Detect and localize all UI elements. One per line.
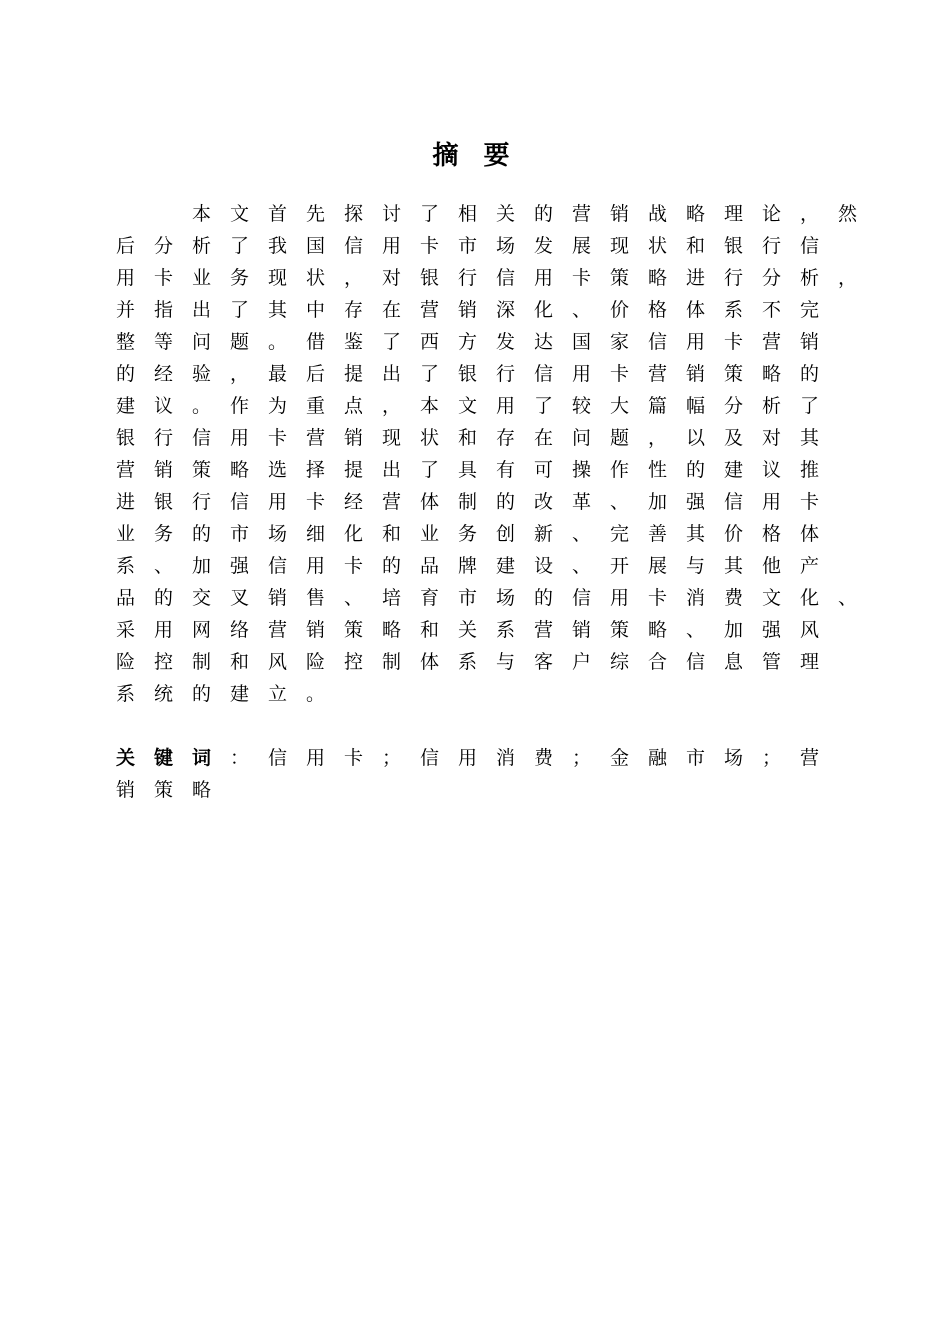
keywords-label: 关键词: [116, 747, 231, 769]
abstract-line: 进银行信用卡经营体制的改革、加强信用卡: [116, 491, 839, 513]
abstract-line: 用卡业务现状，对银行信用卡策略进行分析，: [116, 267, 877, 289]
abstract-line: 的经验，最后提出了银行信用卡营销策略的: [116, 363, 839, 385]
abstract-line: 品的交叉销售、培育市场的信用卡消费文化、: [116, 587, 877, 609]
keywords-section: [116, 742, 876, 806]
abstract-line: 建议。作为重点，本文用了较大篇幅分析了: [116, 395, 839, 417]
abstract-line: 并指出了其中存在营销深化、价格体系不完: [116, 299, 839, 321]
abstract-line: 银行信用卡营销现状和存在问题，以及对其: [116, 427, 839, 449]
keywords-line-1: [116, 742, 876, 774]
abstract-line: 营销策略选择提出了具有可操作性的建议推: [116, 459, 839, 481]
abstract-line: 整等问题。借鉴了西方发达国家信用卡营销: [116, 331, 839, 353]
abstract-line: 采用网络营销策略和关系营销策略、加强风: [116, 619, 839, 641]
abstract-line: 险控制和风险控制体系与客户综合信息管理: [116, 651, 839, 673]
abstract-line: 后分析了我国信用卡市场发展现状和银行信: [116, 235, 839, 257]
abstract-line: 系统的建立。: [116, 683, 345, 705]
keywords-line-2: 销策略: [116, 779, 231, 801]
abstract-body: [116, 198, 876, 710]
abstract-title: 摘 要: [432, 141, 518, 171]
abstract-line: 本文首先探讨了相关的营销战略理论，然: [116, 203, 877, 225]
abstract-line: 业务的市场细化和业务创新、完善其价格体: [116, 523, 839, 545]
abstract-line: 系、加强信用卡的品牌建设、开展与其他产: [116, 555, 839, 577]
keywords-text: ：信用卡；信用消费；金融市场；营: [230, 747, 839, 769]
